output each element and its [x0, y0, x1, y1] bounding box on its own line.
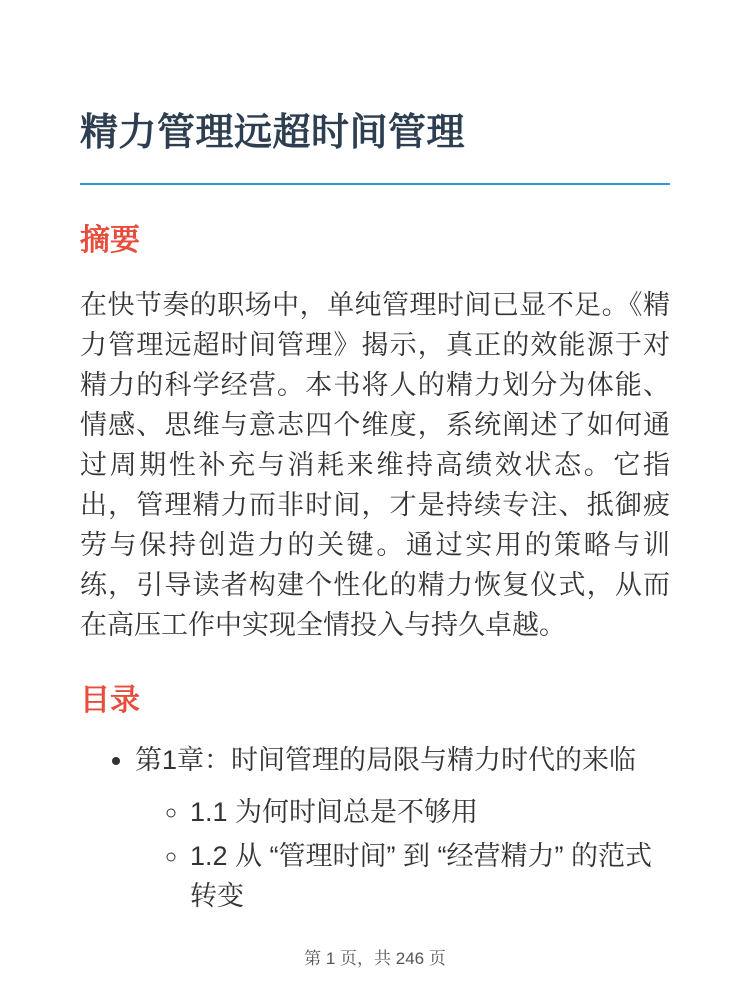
toc-chapter-item	[135, 740, 670, 916]
summary-heading: 摘要	[80, 223, 140, 257]
toc-subitem-label: 1.1 为何时间总是不够用	[190, 796, 479, 827]
title-divider	[80, 183, 670, 185]
toc-subitem	[190, 792, 670, 832]
document-title: 精力管理远超时间管理	[80, 112, 466, 154]
toc-heading: 目录	[80, 683, 140, 717]
toc-sublist	[135, 792, 670, 916]
toc-chapter-label: 第1章：时间管理的局限与精力时代的来临	[135, 744, 637, 775]
toc-subitem-label: 1.2 从 “管理时间” 到 “经营精力” 的范式转变	[190, 840, 653, 911]
summary-paragraph: 在快节奏的职场中，单纯管理时间已显不足。《精力管理远超时间管理》揭示，真正的效能源于对精力的科学经营。本书将人的精力划分为体能、情感、思维与意志四个维度，系统阐述了如何通过周期性补充与消耗来维持高绩效状态。它指出，管理精力而非时间，才是持续专注、抵御疲劳与保持创造力的关键。通过实用的策略与训练，引导读者构建个性化的精力恢复仪式，从而在高压工作中实现全情投入与持久卓越。	[80, 289, 670, 640]
toc-subitem	[190, 836, 670, 916]
page-number-indicator: 第 1 页，共 246 页	[304, 948, 446, 968]
toc-list	[80, 740, 670, 916]
